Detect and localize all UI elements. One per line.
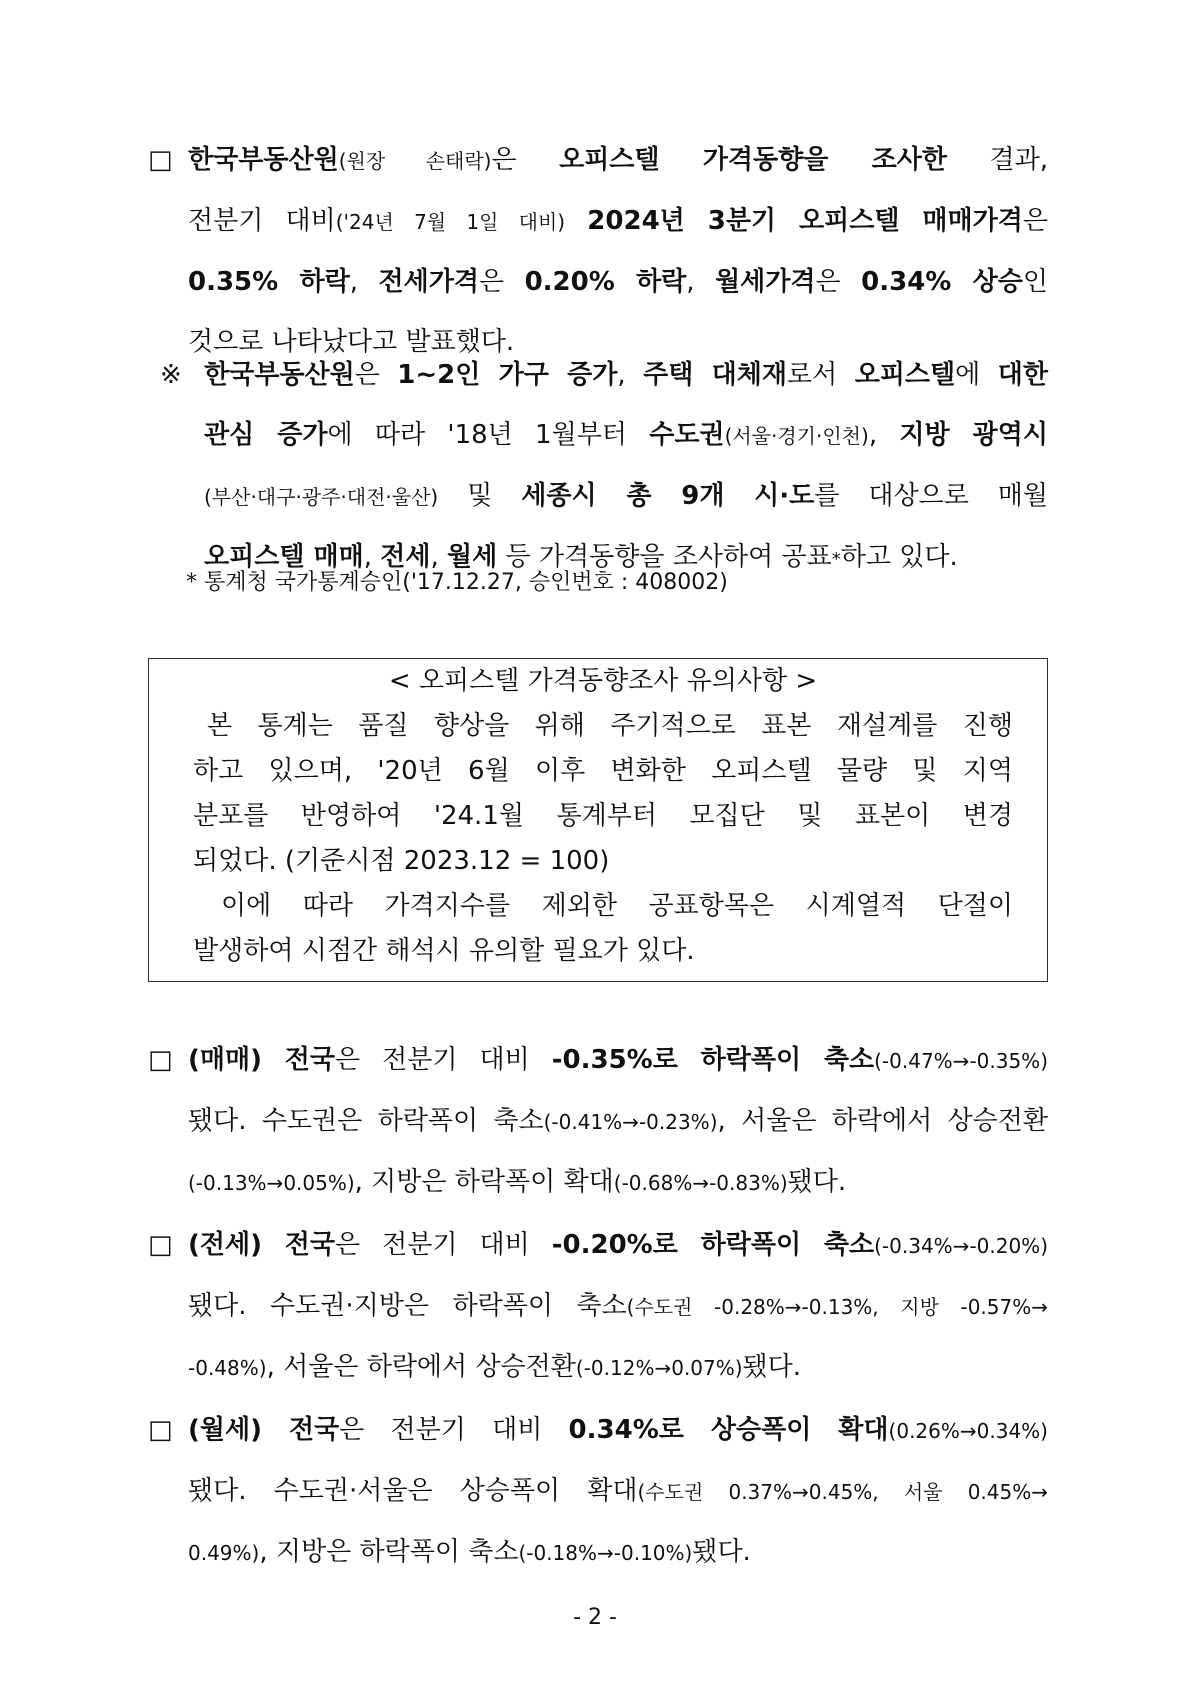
emphasis-text: 오피스텔 매매 xyxy=(204,542,364,572)
text-line xyxy=(188,1091,1048,1152)
text-segment: , 지방은 하락폭이 확대 xyxy=(354,1167,614,1197)
page-number: - 2 - xyxy=(573,1605,617,1630)
text-line xyxy=(188,1152,1048,1213)
text-segment: 됐다. xyxy=(742,1352,802,1382)
text-segment xyxy=(565,206,587,236)
text-segment: 은 xyxy=(1022,206,1048,236)
text-segment: (부산·대구·광주·대전·울산) xyxy=(204,485,439,509)
text-segment: (-0.18%→-0.10%) xyxy=(518,1541,693,1565)
emphasis-text: 오피스텔 xyxy=(854,360,956,390)
text-line xyxy=(188,1276,1048,1337)
reference-mark-icon: ※ xyxy=(160,360,182,390)
text-segment: (-0.34%→-0.20%) xyxy=(874,1234,1048,1258)
text-segment: 결과, xyxy=(947,145,1048,175)
text-line xyxy=(188,130,1048,191)
text-segment: 됐다. xyxy=(787,1167,847,1197)
text-segment: 에 xyxy=(955,360,998,390)
text-segment: 인 xyxy=(1022,267,1048,297)
emphasis-text: 0.35% 하락 xyxy=(188,267,350,297)
text-segment: 하고 있다. xyxy=(840,542,958,572)
emphasis-text: 대한 xyxy=(997,360,1048,390)
notice-line: 본 통계는 품질 향상을 위해 주기적으로 표본 재설계를 진행 xyxy=(207,711,1013,741)
text-line xyxy=(188,1400,1048,1461)
emphasis-text: -0.20%로 하락폭이 축소 xyxy=(551,1230,875,1260)
emphasis-text: 월세가격 xyxy=(715,267,816,297)
text-segment: 에 따라 '18년 1월부터 xyxy=(327,420,650,450)
text-segment: , 서울은 하락에서 상승전환 xyxy=(717,1106,1048,1136)
emphasis-text: 0.34%로 상승폭이 확대 xyxy=(568,1415,889,1445)
notice-line: 이에 따라 가격지수를 제외한 공표항목은 시계열적 단절이 xyxy=(221,891,1013,921)
text-segment: 를 대상으로 매월 xyxy=(814,481,1048,511)
emphasis-text: 전세 xyxy=(380,542,431,572)
emphasis-text: 세종시 총 9개 시·도 xyxy=(521,481,815,511)
notice-line: 하고 있으며, '20년 6월 이후 변화한 오피스텔 물량 및 지역 xyxy=(193,756,1013,786)
notice-line: 분포를 반영하여 '24.1월 통계부터 모집단 및 표본이 변경 xyxy=(193,801,1013,831)
text-segment: (수도권 0.37%→0.45%, 서울 0.45%→ xyxy=(637,1480,1048,1504)
text-segment: 은 xyxy=(478,267,525,297)
text-segment: (-0.68%→-0.83%) xyxy=(613,1171,788,1195)
emphasis-text: 0.34% 상승 xyxy=(861,267,1023,297)
emphasis-text: 한국부동산원 xyxy=(204,360,355,390)
notice-box xyxy=(148,658,1048,982)
emphasis-text: 수도권 xyxy=(649,420,725,450)
emphasis-text: 지방 광역시 xyxy=(899,420,1048,450)
emphasis-text: 2024년 3분기 오피스텔 매매가격 xyxy=(587,206,1023,236)
jeonse-text xyxy=(188,1215,1048,1398)
text-segment: , 지방은 하락폭이 축소 xyxy=(259,1537,519,1567)
text-segment: (-0.41%→-0.23%) xyxy=(543,1110,718,1134)
text-segment: , xyxy=(617,360,644,390)
text-segment: , 서울은 하락에서 상승전환 xyxy=(266,1352,576,1382)
emphasis-text: 오피스텔 가격동향을 조사한 xyxy=(559,145,947,175)
sale-price-text xyxy=(188,1030,1048,1213)
notice-title: < 오피스텔 가격동향조사 유의사항 > xyxy=(388,666,818,696)
text-segment: 은 전분기 대비 xyxy=(335,1230,552,1260)
emphasis-text: 월세 xyxy=(447,542,498,572)
emphasis-text: 관심 증가 xyxy=(204,420,328,450)
checkbox-bullet-icon: □ xyxy=(148,1415,173,1445)
text-line xyxy=(188,1337,1048,1398)
text-line xyxy=(188,1030,1048,1091)
text-line xyxy=(188,1461,1048,1522)
text-segment: 등 가격동향을 조사하여 공표 xyxy=(497,542,832,572)
emphasis-text: 한국부동산원 xyxy=(188,145,339,175)
text-line xyxy=(204,466,1048,527)
text-segment: 은 전분기 대비 xyxy=(339,1415,569,1445)
notice-line: 되었다. (기준시점 2023.12 = 100) xyxy=(193,846,610,876)
text-segment: (수도권 -0.28%→-0.13%, 지방 -0.57%→ xyxy=(626,1295,1048,1319)
text-line xyxy=(204,405,1048,466)
emphasis-text: 0.20% 하락 xyxy=(524,267,687,297)
emphasis-text: 주택 대체재 xyxy=(643,360,787,390)
monthly-rent-text xyxy=(188,1400,1048,1583)
notice-line: 발생하여 시점간 해석시 유의할 필요가 있다. xyxy=(193,936,695,966)
text-segment: 것으로 나타났다고 발표했다. xyxy=(188,327,515,357)
text-line xyxy=(188,1215,1048,1276)
text-segment: 및 xyxy=(438,481,522,511)
text-segment: (-0.13%→0.05%) xyxy=(188,1171,355,1195)
text-segment: 은 전분기 대비 xyxy=(335,1045,552,1075)
text-segment: (-0.12%→0.07%) xyxy=(575,1356,743,1380)
text-segment: * xyxy=(831,549,841,570)
text-segment: 됐다. 수도권·서울은 상승폭이 확대 xyxy=(188,1476,638,1506)
text-line xyxy=(188,1522,1048,1583)
text-segment: 은 xyxy=(815,267,862,297)
emphasis-text: (전세) 전국 xyxy=(188,1230,336,1260)
text-segment: (서울·경기·인천) xyxy=(724,424,869,448)
footnote: * 통계청 국가통계승인('17.12.27, 승인번호 : 408002) xyxy=(186,570,728,595)
text-segment: 0.49%) xyxy=(188,1541,260,1565)
text-segment: 은 xyxy=(491,145,560,175)
text-line xyxy=(188,191,1048,252)
summary-text xyxy=(188,130,1048,372)
text-segment: (-0.47%→-0.35%) xyxy=(874,1049,1048,1073)
text-segment: 은 xyxy=(354,360,398,390)
text-line xyxy=(204,345,1048,405)
text-segment: , xyxy=(686,267,716,297)
text-segment: -0.48%) xyxy=(188,1356,267,1380)
text-segment: 됐다. xyxy=(692,1537,751,1567)
text-segment: , xyxy=(430,542,448,572)
checkbox-bullet-icon: □ xyxy=(148,1045,173,1075)
text-segment: , xyxy=(363,542,381,572)
emphasis-text: -0.35%로 하락폭이 축소 xyxy=(551,1045,875,1075)
text-segment: (0.26%→0.34%) xyxy=(888,1419,1048,1443)
text-segment: 전분기 대비 xyxy=(188,206,336,236)
emphasis-text: 1~2인 가구 증가 xyxy=(397,360,618,390)
text-segment: 됐다. 수도권은 하락폭이 축소 xyxy=(188,1106,544,1136)
checkbox-bullet-icon: □ xyxy=(148,145,173,175)
text-segment: , xyxy=(349,267,379,297)
text-line xyxy=(188,252,1048,312)
text-segment: ('24년 7월 1일 대비) xyxy=(335,210,566,234)
text-segment: , xyxy=(868,420,900,450)
text-segment: 됐다. 수도권·지방은 하락폭이 축소 xyxy=(188,1291,627,1321)
emphasis-text: 전세가격 xyxy=(378,267,479,297)
text-segment: 로서 xyxy=(786,360,855,390)
checkbox-bullet-icon: □ xyxy=(148,1230,173,1260)
survey-description-text xyxy=(204,345,1048,590)
emphasis-text: (매매) 전국 xyxy=(188,1045,336,1075)
text-segment: (원장 손태락) xyxy=(338,149,492,173)
emphasis-text: (월세) 전국 xyxy=(188,1415,340,1445)
